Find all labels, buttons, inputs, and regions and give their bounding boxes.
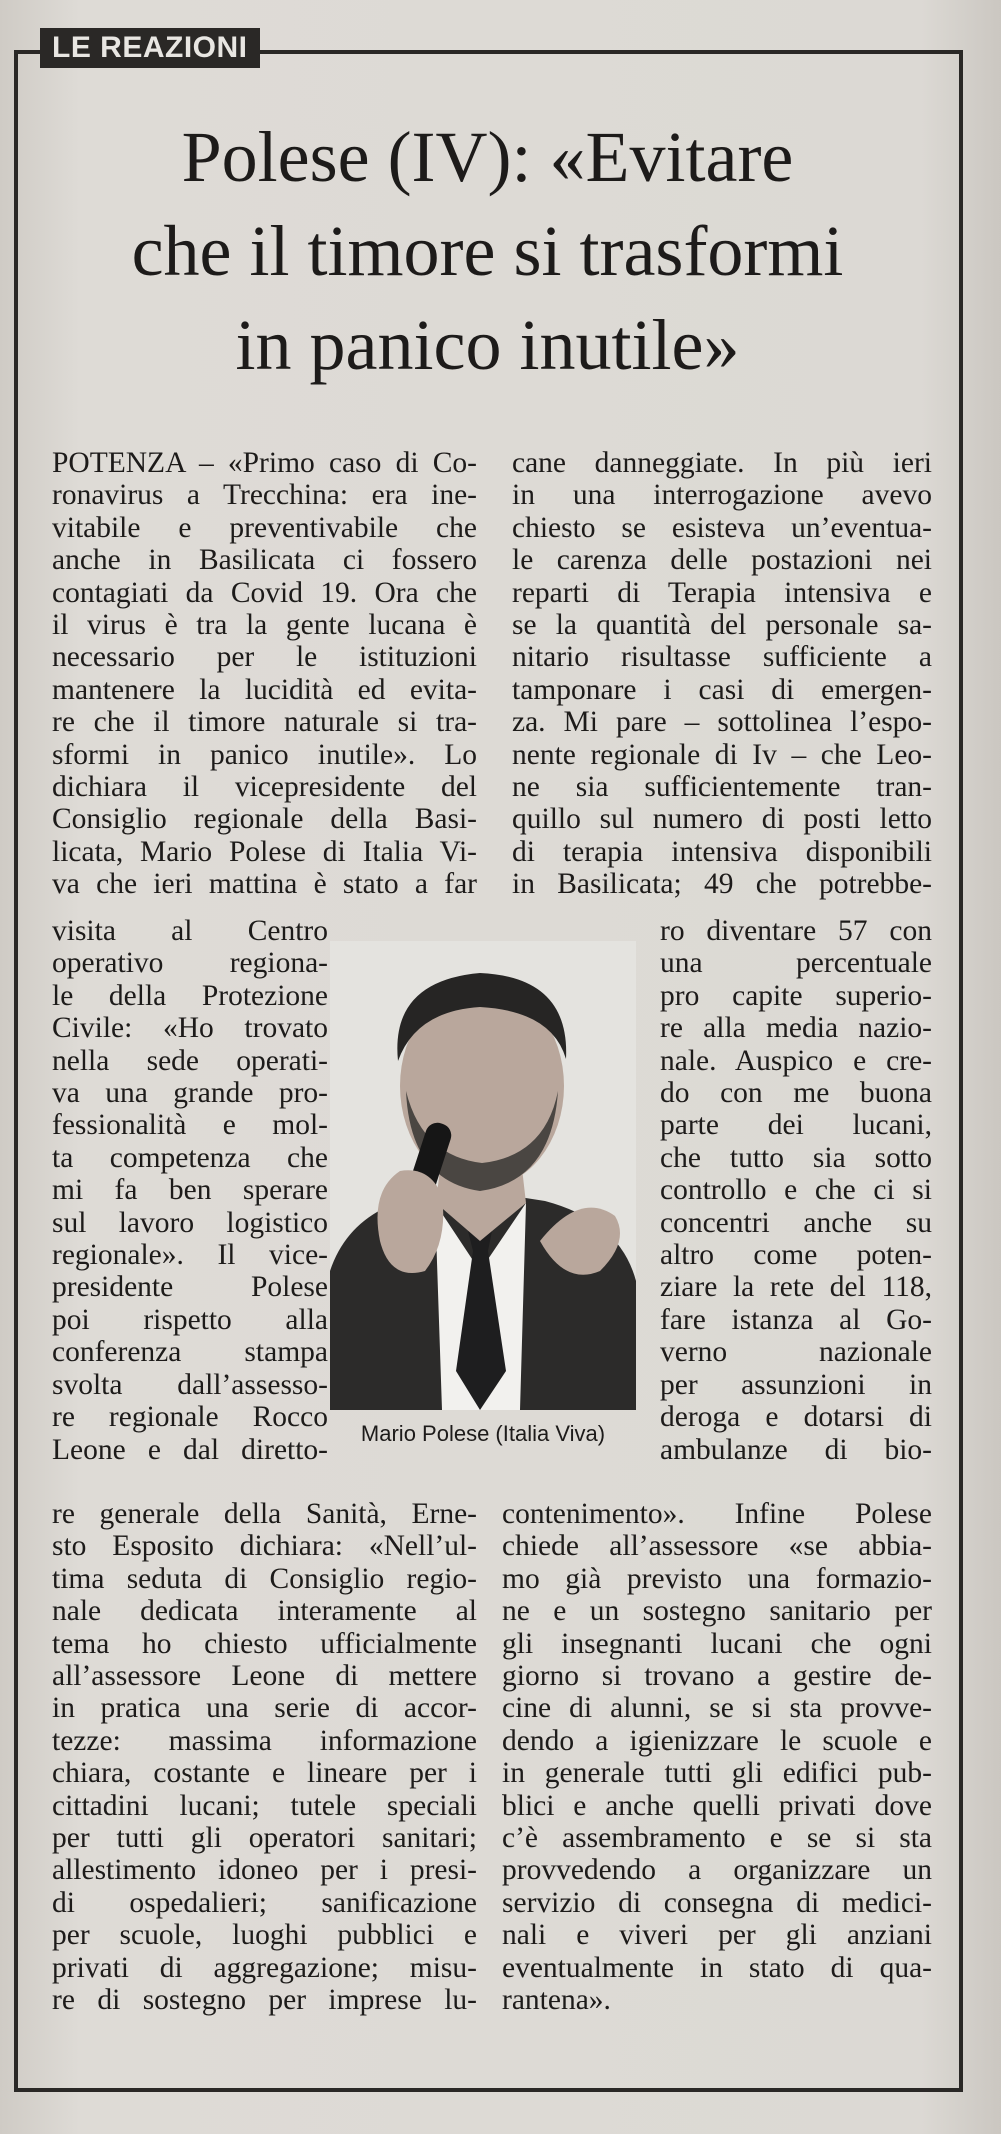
photo-caption: Mario Polese (Italia Viva) [360, 1421, 606, 1446]
article-line: POTENZA – «Primo caso di Co- [52, 447, 477, 479]
article-line: sul lavoro logistico [52, 1206, 328, 1239]
article-line: chiesto se esisteva un’eventua- [512, 511, 932, 544]
article-line: anche in Basilicata ci fossero [52, 544, 477, 577]
article-line: chiara, costante e lineare per i [52, 1757, 477, 1790]
article-line: do con me buona [660, 1077, 932, 1110]
article-line: deroga e dotarsi di [660, 1401, 932, 1434]
hand [378, 1170, 444, 1273]
column-left-narrow [52, 915, 328, 1466]
article-line: il virus è tra la gente lucana è [52, 609, 477, 642]
article-line: per scuole, luoghi pubblici e [52, 1919, 477, 1952]
article-line: gli insegnanti lucani che ogni [502, 1627, 932, 1660]
article-line: licata, Mario Polese di Italia Vi- [52, 835, 477, 868]
article-line: ziare la rete del 118, [660, 1271, 932, 1304]
article-line: sformi in panico inutile». Lo [52, 738, 477, 771]
article-line: sto Esposito dichiara: «Nell’ul- [52, 1530, 477, 1563]
column-left-top [52, 447, 477, 901]
article-line: ambulanze di bio- [660, 1433, 932, 1466]
article-line: re alla media nazio- [660, 1012, 932, 1045]
column-left-bottom [52, 1498, 477, 2017]
article-line: nella sede operati- [52, 1044, 328, 1077]
article-line: re che il timore naturale si tra- [52, 706, 477, 739]
article-line: Consiglio regionale della Basi- [52, 803, 477, 836]
article-line: le della Protezione [52, 979, 328, 1012]
article-line: allestimento idoneo per i presi- [52, 1854, 477, 1887]
article-line: concentri anche su [660, 1206, 932, 1239]
article-line: parte dei lucani, [660, 1109, 932, 1142]
article-line: va che ieri mattina è stato a far [52, 868, 477, 901]
headline-line-2: che il timore si trasformi [131, 211, 844, 291]
article-line: tamponare i casi di emergen- [512, 673, 932, 706]
article-line: regionale». Il vice- [52, 1239, 328, 1272]
article-line: in generale tutti gli edifici pub- [502, 1757, 932, 1790]
article-line: nale. Auspico e cre- [660, 1044, 932, 1077]
article-line: cane danneggiate. In più ieri [512, 447, 932, 479]
article-line: che tutto sia sotto [660, 1141, 932, 1174]
article-line: rantena». [502, 1984, 611, 2017]
article-line: le carenza delle postazioni nei [512, 544, 932, 577]
article-line: vitabile e preventivabile che [52, 511, 477, 544]
article-line: per tutti gli operatori sanitari; [52, 1822, 477, 1855]
article-line: tima seduta di Consiglio regio- [52, 1562, 477, 1595]
article-line: giorno si trovano a gestire de- [502, 1660, 932, 1693]
article-line: fare istanza al Go- [660, 1303, 932, 1336]
article-line: nente regionale di Iv – che Leo- [512, 738, 932, 771]
headline-line-3: in panico inutile» [235, 305, 740, 385]
article-line: c’è assembramento e se si sta [502, 1822, 932, 1855]
article-line: verno nazionale [660, 1336, 932, 1369]
article-line: se la quantità del personale sa- [512, 609, 932, 642]
article-line: chiede all’assessore «se abbia- [502, 1530, 932, 1563]
article-line: svolta dall’assesso- [52, 1368, 328, 1401]
column-right-narrow [660, 915, 932, 1466]
column-right-bottom [502, 1498, 932, 2017]
article-line: ronavirus a Trecchina: era ine- [52, 479, 477, 512]
article-line: nitario risultasse sufficiente a [512, 641, 932, 674]
article-line: contenimento». Infine Polese [502, 1498, 932, 1530]
article-line: re regionale Rocco [52, 1401, 328, 1434]
article-line: visita al Centro [52, 915, 328, 947]
article-line: mo già previsto una formazio- [502, 1562, 932, 1595]
article-line: fessionalità e mol- [52, 1109, 328, 1142]
article-line: ro diventare 57 con [660, 915, 932, 947]
section-tag: LE REAZIONI [40, 28, 260, 68]
article-line: poi rispetto alla [52, 1303, 328, 1336]
article-line: eventualmente in stato di qua- [502, 1951, 932, 1984]
column-right-top [512, 447, 932, 901]
article-line: cittadini lucani; tutele speciali [52, 1789, 477, 1822]
article-line: servizio di consegna di medici- [502, 1886, 932, 1919]
article-line: re di sostegno per imprese lu- [52, 1984, 477, 2017]
article-line: in una interrogazione avevo [512, 479, 932, 512]
article-line: ta competenza che [52, 1141, 328, 1174]
article-line: di terapia intensiva disponibili [512, 835, 932, 868]
article-line: all’assessore Leone di mettere [52, 1660, 477, 1693]
article-line: pro capite superio- [660, 979, 932, 1012]
article-line: dendo a igienizzare le scuole e [502, 1724, 932, 1757]
article-line: privati di aggregazione; misu- [52, 1951, 477, 1984]
article-line: contagiati da Covid 19. Ora che [52, 576, 477, 609]
article-line: va una grande pro- [52, 1077, 328, 1110]
article-line: presidente Polese [52, 1271, 328, 1304]
article-line: za. Mi pare – sottolinea l’espo- [512, 706, 932, 739]
article-line: di ospedalieri; sanificazione [52, 1886, 477, 1919]
article-line: altro come poten- [660, 1239, 932, 1272]
article-line: quillo sul numero di posti letto [512, 803, 932, 836]
article-line: provvedendo a organizzare un [502, 1854, 932, 1887]
article-line: mantenere la lucidità ed evita- [52, 673, 477, 706]
article-line: mi fa ben sperare [52, 1174, 328, 1207]
article-line: blici e anche quelli privati dove [502, 1789, 932, 1822]
article-line: necessario per le istituzioni [52, 641, 477, 674]
article-line: controllo e che ci si [660, 1174, 932, 1207]
article-line: in pratica una serie di accor- [52, 1692, 477, 1725]
article-line: re generale della Sanità, Erne- [52, 1498, 477, 1530]
article-line: reparti di Terapia intensiva e [512, 576, 932, 609]
article-line: nali e viveri per gli anziani [502, 1919, 932, 1952]
article-line: Leone e dal diretto- [52, 1433, 328, 1466]
article-line: operativo regiona- [52, 947, 328, 980]
article-line: tema ho chiesto ufficialmente [52, 1627, 477, 1660]
portrait-illustration [330, 941, 636, 1410]
article-line: ne sia sufficientemente tran- [512, 771, 932, 804]
article-line: dichiara il vicepresidente del [52, 771, 477, 804]
article-line: per assunzioni in [660, 1368, 932, 1401]
article-line: una percentuale [660, 947, 932, 980]
article-line: in Basilicata; 49 che potrebbe- [512, 868, 932, 901]
article-line: tezze: massima informazione [52, 1724, 477, 1757]
article-line: conferenza stampa [52, 1336, 328, 1369]
article-line: cine di alunni, se si sta provve- [502, 1692, 932, 1725]
article-line: Civile: «Ho trovato [52, 1012, 328, 1045]
article-line: nale dedicata interamente al [52, 1595, 477, 1628]
headline [30, 110, 945, 392]
article-line: ne e un sostegno sanitario per [502, 1595, 932, 1628]
portrait-photo [330, 941, 636, 1410]
headline-line-1: Polese (IV): «Evitare [181, 117, 794, 197]
